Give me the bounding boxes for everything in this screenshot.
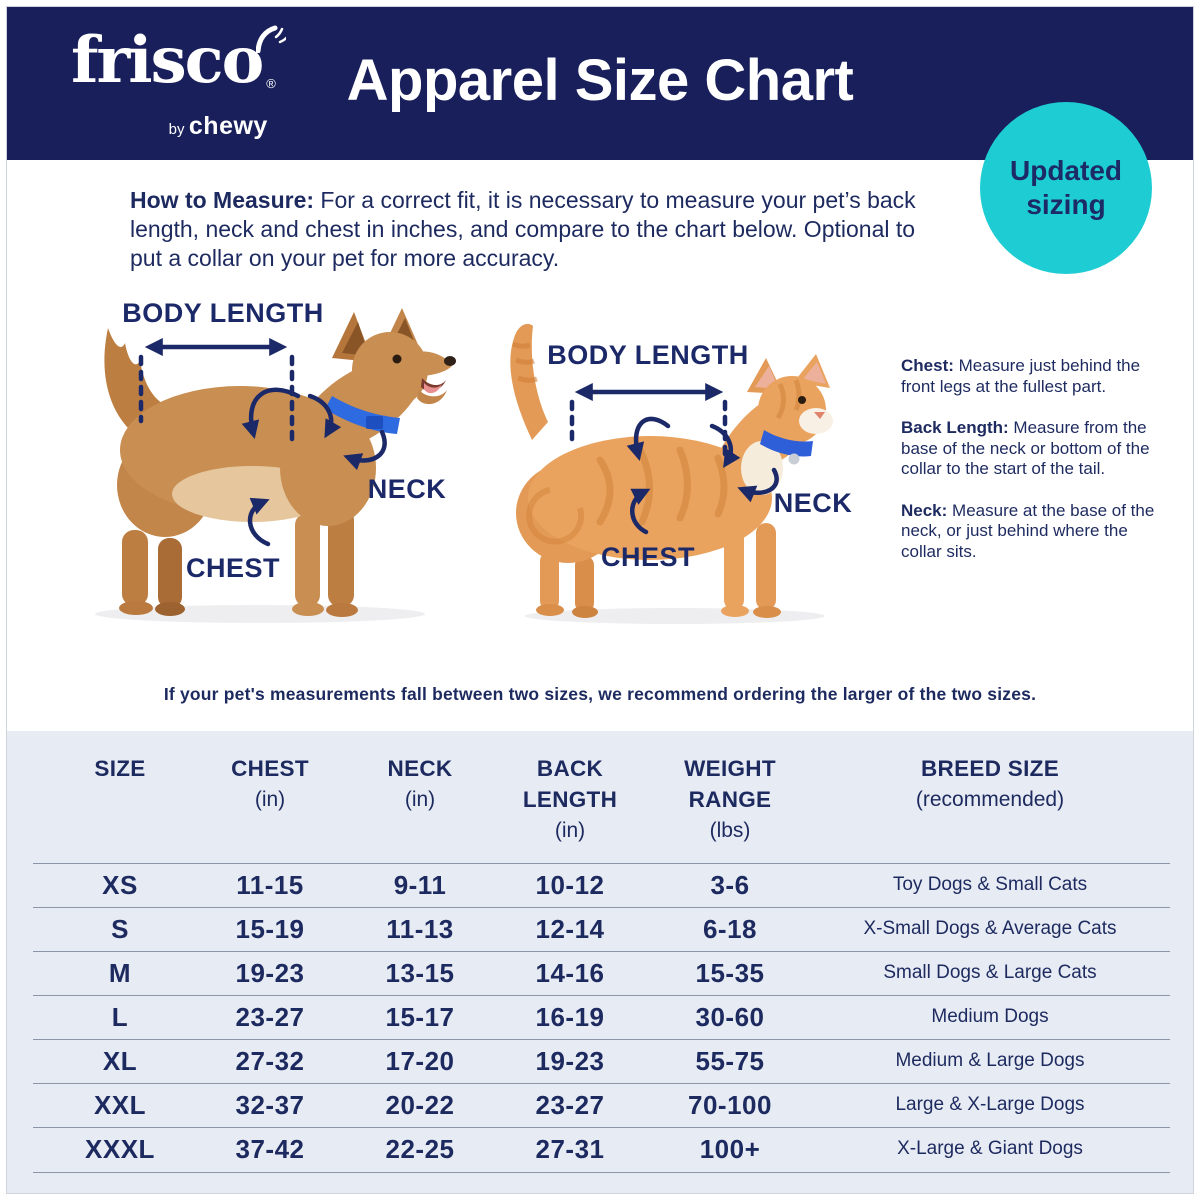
tip-neck-lead: Neck: [901,500,948,520]
size-table-header [40,753,1160,846]
logo-ear-flourish-icon [256,25,286,53]
frisco-brand-text: frisco [71,23,263,98]
col-header-chest: CHEST (in) [231,756,309,811]
registered-mark: ® [266,76,274,91]
chewy-text: chewy [188,112,268,140]
dog-chest-label: CHEST [185,553,281,583]
table-row-xxxl: XXXL 37-42 22-25 27-31 100+ X-Large & Giant Dogs [85,1133,1083,1164]
col-header-size: SIZE [94,756,146,781]
cat-neck-label: NECK [773,488,853,518]
cat-neck-arrow-left [636,419,668,454]
measurement-arrows [0,280,1200,660]
cat-neck-arrow-right [712,426,731,462]
dog-neck-arrow-under-collar [350,432,385,460]
badge-line1: Updated [1010,155,1122,186]
table-row-xl: XL 27-32 17-20 19-23 55-75 Medium & Large Dogs [102,1045,1085,1076]
dog-chest-arrow [250,502,268,544]
dog-neck-label: NECK [367,474,447,504]
how-to-measure-body: For a correct fit, it is necessary to measure your pet’s back length, neck and chest in inches, and compare to the chart below. Optional to put a collar on your pet for more accuracy. [130,187,916,271]
cat-chest-label: CHEST [600,542,696,572]
tip-back-length-lead: Back Length: [901,418,1009,437]
col-header-back-length: BACK LENGTH (in) [522,756,618,842]
tip-chest-text: Measure just behind the front legs at the fullest part. [901,356,1141,396]
page-title: Apparel Size Chart [346,48,854,113]
frisco-logo [71,23,274,141]
table-row-s: S 15-19 11-13 12-14 6-18 X-Small Dogs & Average Cats [111,913,1117,944]
tip-chest-lead: Chest: [901,356,954,375]
table-divider [33,1172,1170,1173]
cat-neck-arrow-under-collar [744,470,777,493]
table-row-m: M 19-23 13-15 14-16 15-35 Small Dogs & Large Cats [108,957,1097,988]
how-to-measure-paragraph [130,186,938,273]
table-row-xxl: XXL 32-37 20-22 23-27 70-100 Large & X-Large Dogs [93,1089,1085,1120]
size-table [7,731,1193,1193]
updated-sizing-badge [980,102,1152,274]
by-chewy [71,112,270,141]
dog-neck-arrow-right [310,396,331,432]
tip-neck-text: Measure at the base of the neck, or just behind where the collar sits. [901,500,1155,561]
how-to-measure-lead: How to Measure: [130,187,315,213]
table-row-xs: XS 11-15 9-11 10-12 3-6 Toy Dogs & Small Cats [102,869,1088,900]
col-header-weight-range: WEIGHT RANGE (lbs) [684,756,776,842]
tip-back-length-text: Measure from the base of the neck or bottom of the collar to the start of the tail. [901,418,1150,478]
by-text: by [168,121,185,138]
col-header-neck: NECK (in) [387,756,453,811]
col-header-breed-size: BREED SIZE (recommended) [915,756,1065,811]
cat-body-length-label: BODY LENGTH [547,340,749,370]
table-row-l: L 23-27 15-17 16-19 30-60 Medium Dogs [111,1001,1049,1032]
badge-line2: sizing [1026,189,1106,220]
dog-body-length-label: BODY LENGTH [122,298,324,328]
between-sizes-note: If your pet's measurements fall between two sizes, we recommend ordering the larger of the two sizes. [163,684,1037,704]
cat-chest-arrow [632,492,646,532]
frisco-wordmark [71,23,274,110]
